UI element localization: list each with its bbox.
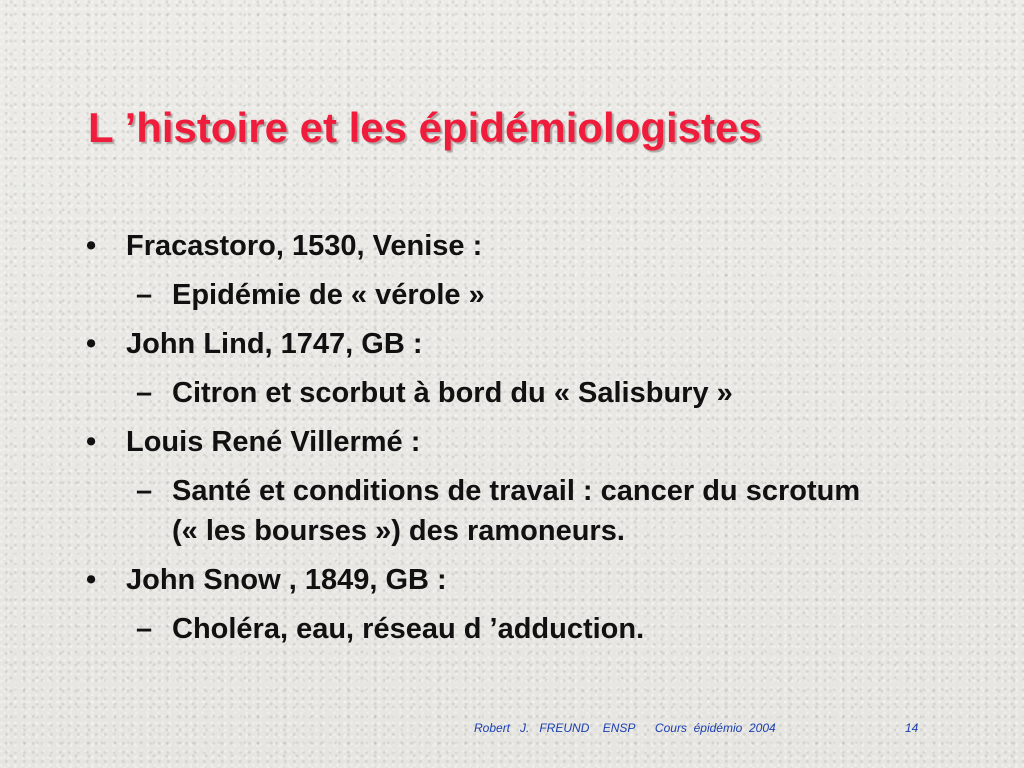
sub-bullet-item [86,609,966,649]
bullet-marker: • [86,426,97,458]
sub-bullet-text: Choléra, eau, réseau d ’adduction. [172,613,645,645]
bullet-text: John Snow , 1849, GB : [126,564,447,596]
bullet-text: Louis René Villermé : [126,426,421,458]
dash-marker: – [136,613,153,645]
sub-bullet-item [86,373,966,413]
bullet-marker: • [86,230,97,262]
bullet-marker: • [86,328,97,360]
dash-marker: – [136,475,153,507]
bullet-item [86,422,966,462]
dash-marker: – [136,279,153,311]
dash-marker: – [136,377,153,409]
bullet-item [86,226,966,266]
sub-bullet-text: Citron et scorbut à bord du « Salisbury » [172,377,733,409]
bullet-text: Fracastoro, 1530, Venise : [126,230,483,262]
bullet-list [86,226,966,658]
page-number: 14 [905,721,919,735]
slide-footer: Robert J. FREUND ENSP Cours épidémio 2004 [474,721,776,735]
bullet-item [86,560,966,600]
slide-title: L ’histoire et les épidémiologistes [88,104,762,151]
sub-bullet-item [86,471,966,551]
bullet-marker: • [86,564,97,596]
bullet-text: John Lind, 1747, GB : [126,328,423,360]
sub-bullet-text: Santé et conditions de travail : cancer du scrotum (« les bourses ») des ramoneurs. [172,475,861,547]
sub-bullet-text: Epidémie de « vérole » [172,279,485,311]
sub-bullet-item [86,275,966,315]
bullet-item [86,324,966,364]
